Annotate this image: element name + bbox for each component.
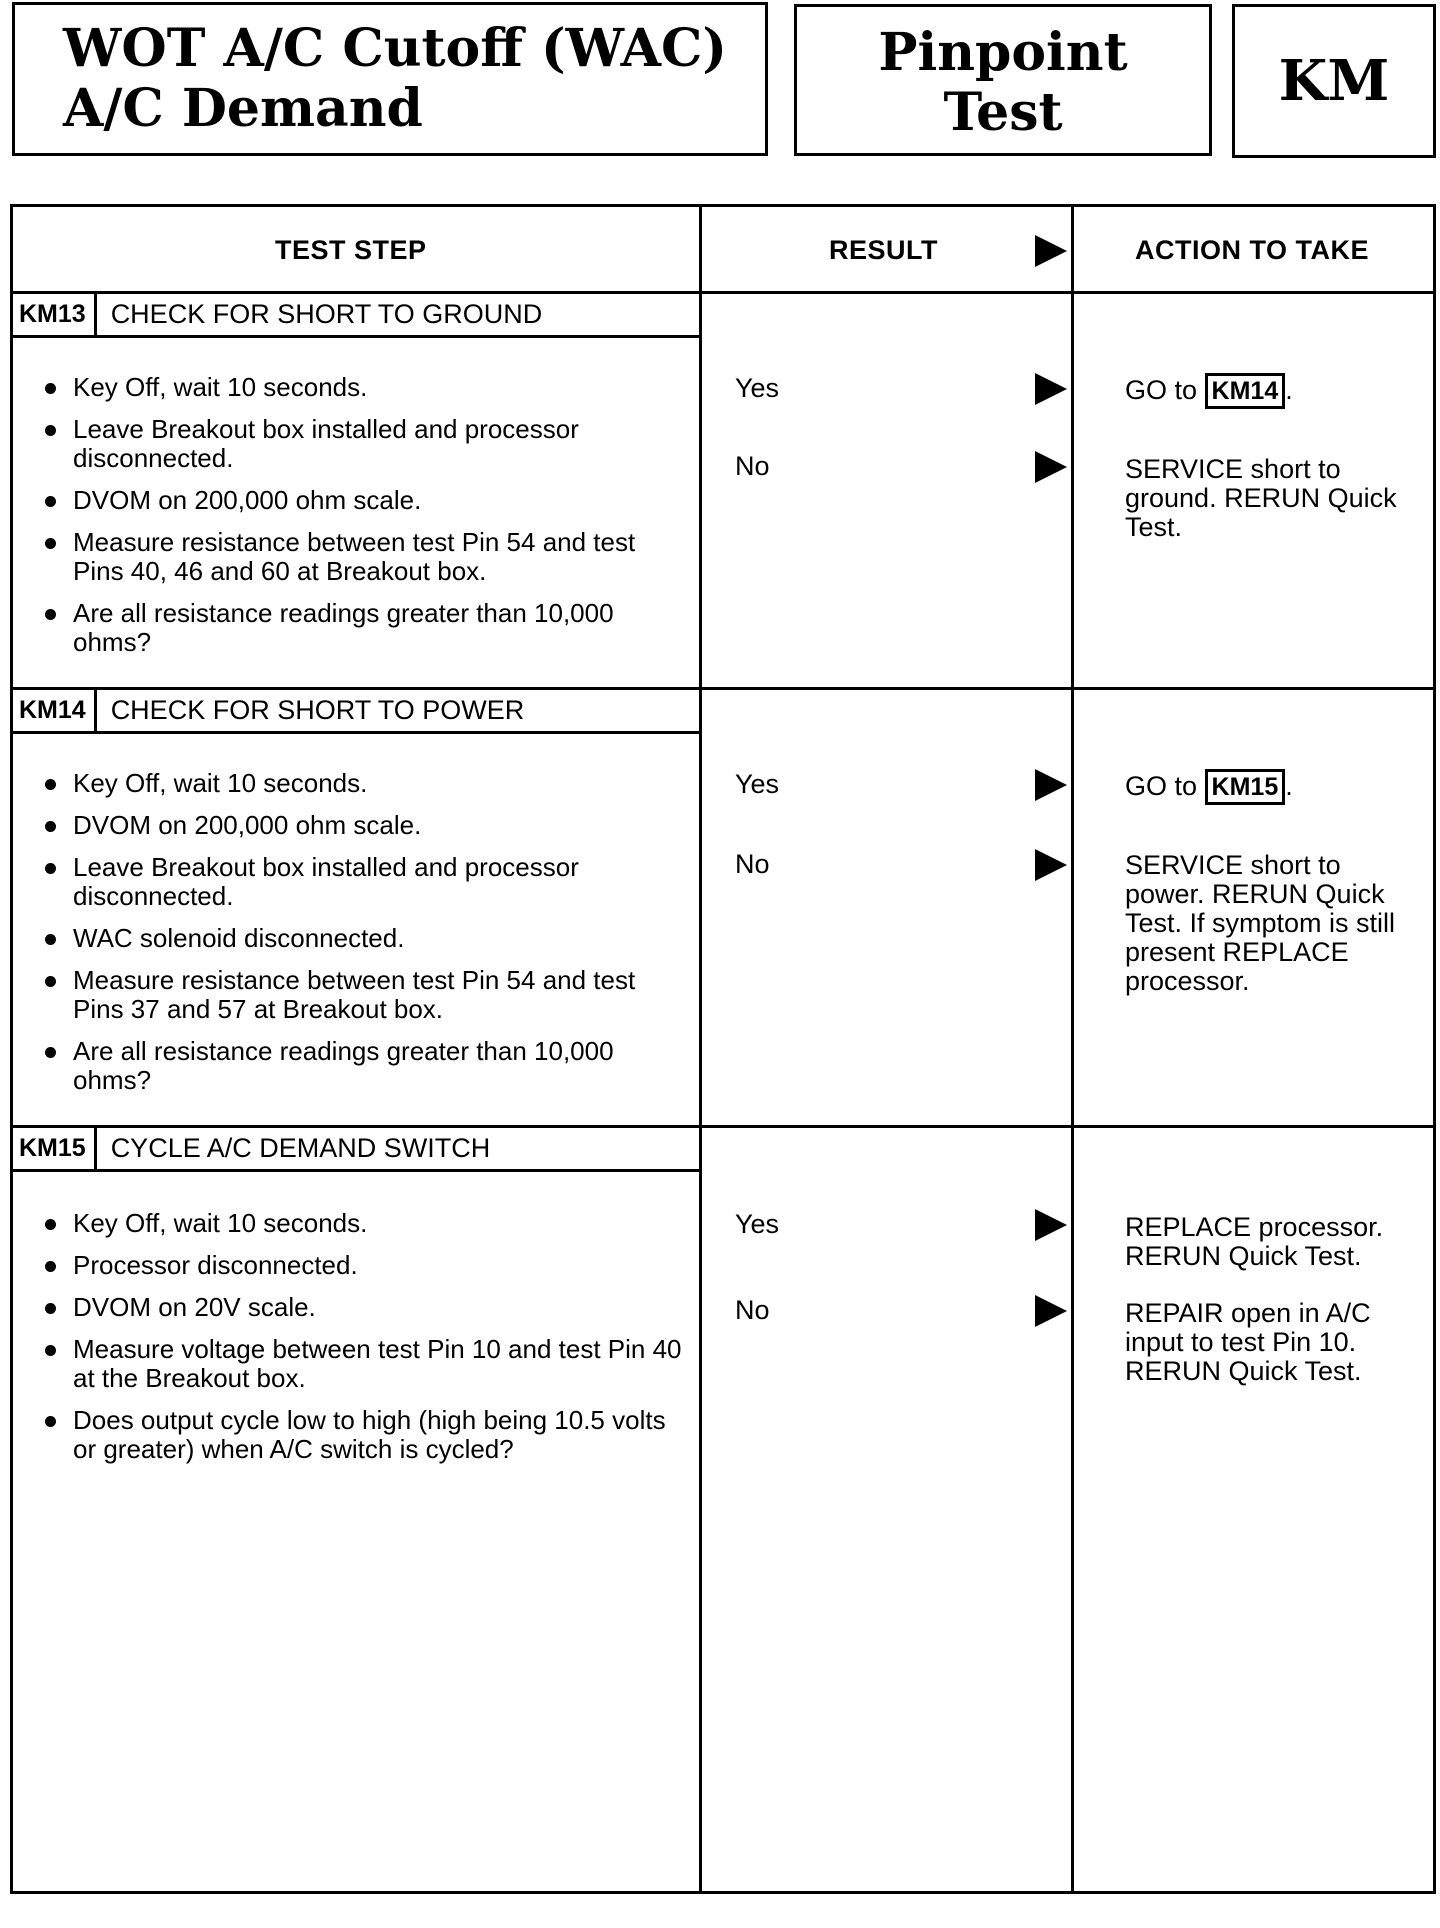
result-yes: Yes [735, 373, 780, 403]
arrow-icon [1035, 769, 1067, 801]
step-instructions [41, 1209, 691, 1477]
list-item: Are all resistance readings greater than 10,000 ohms? [41, 599, 691, 657]
result-yes: Yes [735, 769, 780, 799]
list-item: Measure resistance between test Pin 54 and test Pins 40, 46 and 60 at Breakout box. [41, 528, 691, 586]
result-no: No [735, 849, 770, 879]
step-instructions [41, 769, 691, 1108]
test-code-box [1232, 4, 1436, 158]
column-header-action: ACTION TO TAKE [1135, 235, 1369, 265]
list-item: WAC solenoid disconnected. [41, 924, 691, 953]
action-prefix: GO to [1125, 375, 1198, 405]
step-label [13, 294, 699, 338]
list-item: Key Off, wait 10 seconds. [41, 1209, 691, 1238]
action-suffix: . [1285, 771, 1293, 801]
action-yes [1125, 373, 1425, 409]
action-no: SERVICE short to power. RERUN Quick Test. If symptom is still present REPLACE processor. [1125, 850, 1396, 996]
test-type-line-1: Pinpoint [878, 22, 1128, 83]
test-type-line-2: Test [943, 82, 1063, 143]
action-yes [1125, 769, 1425, 805]
result-yes: Yes [735, 1209, 780, 1239]
step-code: KM15 [13, 1128, 97, 1169]
step-code: KM14 [13, 690, 97, 731]
list-item: Leave Breakout box installed and processor disconnected. [41, 415, 691, 473]
list-item: Key Off, wait 10 seconds. [41, 373, 691, 402]
list-item: DVOM on 20V scale. [41, 1293, 691, 1322]
column-header-test-step: TEST STEP [275, 235, 427, 265]
step-instructions [41, 373, 691, 670]
action-no: SERVICE short to ground. RERUN Quick Test. [1125, 454, 1397, 542]
result-no: No [735, 451, 770, 481]
step-title: CHECK FOR SHORT TO POWER [110, 695, 525, 725]
arrow-icon [1035, 849, 1067, 881]
list-item: Does output cycle low to high (high being 10.5 volts or greater) when A/C switch is cycled? [41, 1406, 691, 1464]
title-line-1: WOT A/C Cutoff (WAC) [63, 18, 728, 79]
arrow-icon [1035, 1295, 1067, 1327]
list-item: Leave Breakout box installed and processor disconnected. [41, 853, 691, 911]
step-code: KM13 [13, 294, 97, 335]
test-code: KM [1278, 48, 1390, 114]
header-arrow-icon [1035, 235, 1067, 267]
list-item: Measure resistance between test Pin 54 and test Pins 37 and 57 at Breakout box. [41, 966, 691, 1024]
test-type-box [794, 4, 1212, 156]
arrow-icon [1035, 451, 1067, 483]
arrow-icon [1035, 1209, 1067, 1241]
action-no: REPAIR open in A/C input to test Pin 10. RERUN Quick Test. [1125, 1298, 1371, 1386]
step-reference-km15[interactable]: KM15 [1205, 769, 1286, 805]
result-no: No [735, 1295, 770, 1325]
step-label [13, 690, 699, 734]
list-item: DVOM on 200,000 ohm scale. [41, 486, 691, 515]
step-title: CHECK FOR SHORT TO GROUND [110, 299, 543, 329]
list-item: Are all resistance readings greater than 10,000 ohms? [41, 1037, 691, 1095]
title-line-2: A/C Demand [63, 78, 423, 139]
pinpoint-test-table [10, 204, 1436, 1894]
action-suffix: . [1285, 375, 1293, 405]
list-item: DVOM on 200,000 ohm scale. [41, 811, 691, 840]
step-label [13, 1128, 699, 1172]
step-title: CYCLE A/C DEMAND SWITCH [110, 1133, 491, 1163]
column-divider-1 [699, 207, 702, 1891]
list-item: Measure voltage between test Pin 10 and test Pin 40 at the Breakout box. [41, 1335, 691, 1393]
arrow-icon [1035, 373, 1067, 405]
list-item: Key Off, wait 10 seconds. [41, 769, 691, 798]
page-title [12, 2, 768, 156]
step-reference-km14[interactable]: KM14 [1205, 373, 1286, 409]
action-yes: REPLACE processor. RERUN Quick Test. [1125, 1212, 1384, 1271]
column-divider-2 [1071, 207, 1074, 1891]
action-prefix: GO to [1125, 771, 1198, 801]
list-item: Processor disconnected. [41, 1251, 691, 1280]
column-header-result: RESULT [829, 235, 938, 265]
